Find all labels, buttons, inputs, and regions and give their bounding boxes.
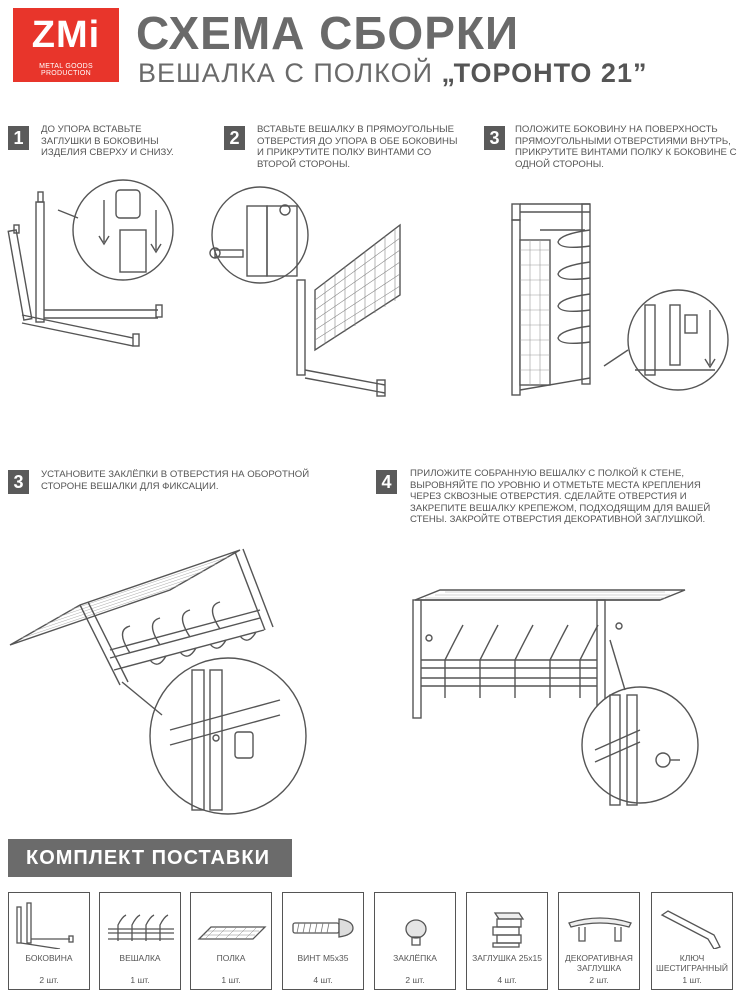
- kit-item-hex-key: [651, 892, 733, 990]
- kit-item-mesh-shelf: [190, 892, 272, 990]
- kit-item-hook-rail: [99, 892, 181, 990]
- page-subtitle: [138, 58, 647, 89]
- kit-item-label: ВИНТ М5х35: [297, 953, 349, 963]
- rivet-icon: [381, 899, 451, 949]
- kit-item-qty: 4 шт.: [497, 975, 517, 985]
- step-3b-text: УСТАНОВИТЕ ЗАКЛЁПКИ В ОТВЕРСТИЯ НА ОБОРОТНОЙ СТОРОНЕ ВЕШАЛКИ ДЛЯ ФИКСАЦИИ.: [41, 469, 310, 492]
- logo-mark: ZMi: [31, 14, 101, 56]
- hook-rail-icon: [106, 899, 176, 949]
- step-3b-illustration: [10, 540, 300, 820]
- step-3-text: ПОЛОЖИТЕ БОКОВИНУ НА ПОВЕРХНОСТЬ ПРЯМОУГОЛЬНЫМИ ОТВЕРСТИЯМИ ВНУТРЬ, ПРИКРУТИТЕ ВИНТАМИ ПОЛКУ К БОКОВИНЕ С ОДНОЙ СТОРОНЫ.: [515, 124, 737, 170]
- brand-logo: [13, 8, 119, 82]
- kit-item-qty: 1 шт.: [221, 975, 241, 985]
- kit-item-label: ДЕКОРАТИВНАЯ ЗАГЛУШКА: [565, 953, 633, 973]
- kit-item-qty: 2 шт.: [39, 975, 59, 985]
- step-3-number: 3: [484, 126, 505, 150]
- kit-item-label: БОКОВИНА: [25, 953, 73, 963]
- logo-tagline: METAL GOODS PRODUCTION: [39, 63, 93, 77]
- kit-item-label: ЗАКЛЁПКА: [393, 953, 437, 963]
- hex-key-icon: [658, 899, 728, 949]
- step-2-illustration: [205, 180, 415, 400]
- kit-banner: [8, 839, 292, 877]
- kit-item-decorative-cap: [558, 892, 640, 990]
- step-4-illustration: [405, 580, 725, 815]
- step-1-number: 1: [8, 126, 29, 150]
- side-frame-icon: [15, 899, 85, 949]
- kit-item-label: ВЕШАЛКА: [119, 953, 161, 963]
- kit-item-end-cap: [466, 892, 548, 990]
- mesh-shelf-icon: [197, 899, 267, 949]
- kit-item-qty: 4 шт.: [313, 975, 333, 985]
- decorative-cap-icon: [565, 899, 635, 949]
- product-model: „ТОРОНТО 21”: [441, 58, 648, 88]
- kit-title: КОМПЛЕКТ ПОСТАВКИ: [26, 847, 270, 869]
- end-cap-icon: [473, 899, 543, 949]
- page-title: СХЕМА СБОРКИ: [136, 7, 520, 59]
- step-2-number: 2: [224, 126, 245, 150]
- screw-icon: [289, 899, 359, 949]
- kit-item-qty: 2 шт.: [405, 975, 425, 985]
- product-type: ВЕШАЛКА С ПОЛКОЙ: [138, 58, 433, 88]
- step-3b-number: 3: [8, 470, 29, 494]
- step-1-illustration: [8, 170, 208, 355]
- kit-item-qty: 2 шт.: [589, 975, 609, 985]
- step-1-text: ДО УПОРА ВСТАВЬТЕ ЗАГЛУШКИ В БОКОВИНЫ ИЗДЕЛИЯ СВЕРХУ И СНИЗУ.: [41, 124, 174, 158]
- step-3-illustration: [500, 190, 745, 405]
- kit-item-label: ЗАГЛУШКА 25х15: [472, 953, 542, 963]
- kit-item-rivet: [374, 892, 456, 990]
- step-4-number: 4: [376, 470, 397, 494]
- kit-item-label: КЛЮЧ ШЕСТИГРАННЫЙ: [656, 953, 728, 973]
- step-2-text: ВСТАВЬТЕ ВЕШАЛКУ В ПРЯМОУГОЛЬНЫЕ ОТВЕРСТИЯ ДО УПОРА В ОБЕ БОКОВИНЫ И ПРИКРУТИТЕ ПОЛКУ ВИНТАМИ СО ВТОРОЙ СТОРОНЫ.: [257, 124, 458, 170]
- kit-item-qty: 1 шт.: [130, 975, 150, 985]
- kit-item-screw: [282, 892, 364, 990]
- kit-item-qty: 1 шт.: [682, 975, 702, 985]
- kit-item-side-frame: [8, 892, 90, 990]
- kit-item-label: ПОЛКА: [216, 953, 246, 963]
- step-4-text: ПРИЛОЖИТЕ СОБРАННУЮ ВЕШАЛКУ С ПОЛКОЙ К СТЕНЕ, ВЫРОВНЯЙТЕ ПО УРОВНЮ И ОТМЕТЬТЕ МЕСТА КРЕПЛЕНИЯ ЧЕРЕЗ СКВОЗНЫЕ ОТВЕРСТИЯ. СДЕЛАЙТЕ ОТВЕРСТИЯ И ЗАКРЕПИТЕ ВЕШАЛКУ КРЕПЕЖОМ, ПОДХОДЯЩИМ ДЛЯ ВАШЕЙ СТЕНЫ. ЗАКРОЙТЕ ОТВЕРСТИЯ ДЕКОРАТИВНОЙ ЗАГЛУШКОЙ.: [410, 468, 711, 525]
